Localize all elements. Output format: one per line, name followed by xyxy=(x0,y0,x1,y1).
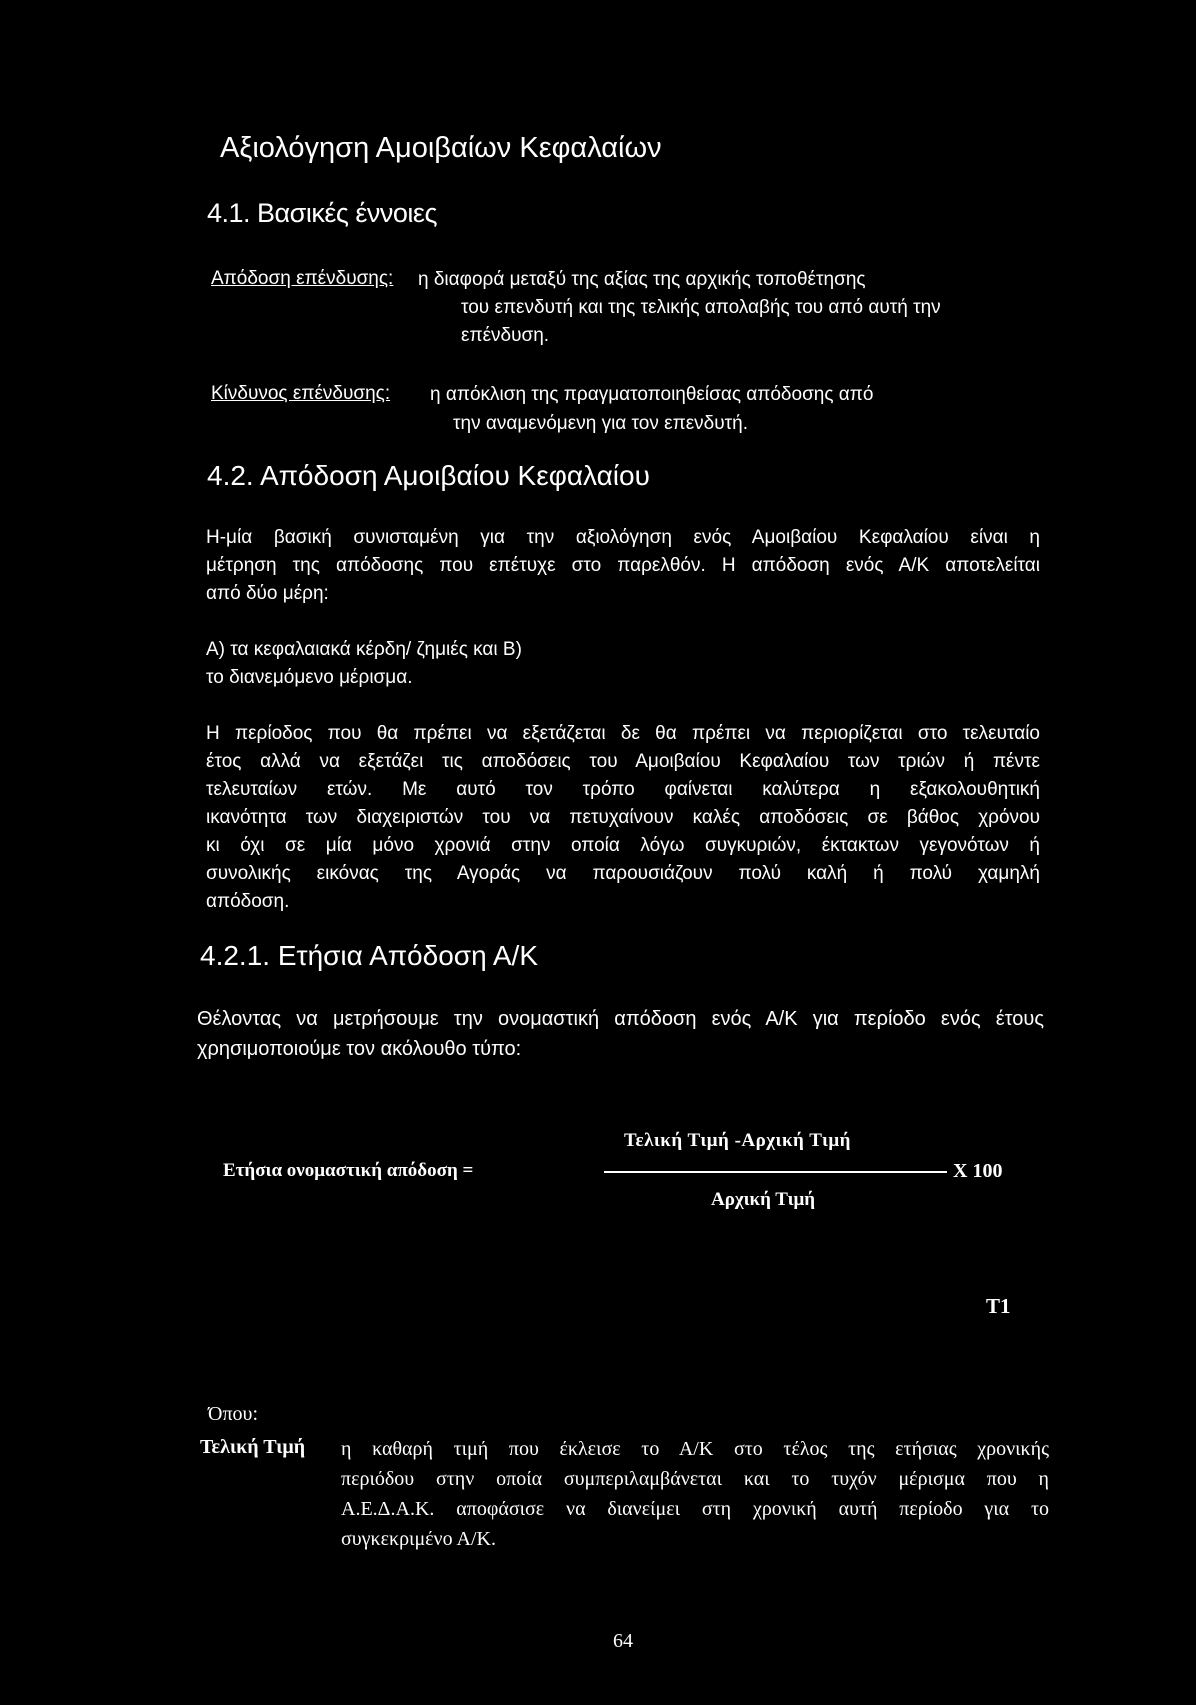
definition-line: επένδυση. xyxy=(461,325,550,346)
paragraph-line: Α) τα κεφαλαιακά κέρδη/ ζημιές και Β) xyxy=(206,639,522,660)
paragraph-line: ικανότητα των διαχειριστών του να πετυχαίνουν καλές αποδόσεις σε βάθος χρόνου xyxy=(206,807,1040,828)
formula-numerator: Τελική Τιμή -Αρχική Τιμή xyxy=(624,1130,851,1151)
paragraph-line: Η περίοδος που θα πρέπει να εξετάζεται δε θα πρέπει να περιορίζεται στο τελευταίο xyxy=(206,723,1040,744)
intro-paragraph xyxy=(206,524,1040,608)
where-definition xyxy=(341,1434,1049,1554)
formula-intro-paragraph xyxy=(197,1004,1044,1064)
paragraph-line: η καθαρή τιμή που έκλεισε το Α/Κ στο τέλος της ετήσιας χρονικής xyxy=(341,1438,1049,1460)
paragraph-line: κι όχι σε μία μόνο χρονιά στην οποία λόγω συγκυριών, έκτακτων γεγονότων ή xyxy=(206,835,1040,856)
where-label: Όπου: xyxy=(208,1403,258,1425)
paragraph-line: το διανεμόμενο μέρισμα. xyxy=(206,667,413,688)
paragraph-line: χρησιμοποιούμε τον ακόλουθο τύπο: xyxy=(197,1038,522,1060)
formula-lhs: Ετήσια ονομαστική απόδοση = xyxy=(223,1160,474,1181)
definition-line: την αναμενόμενη για τον επενδυτή. xyxy=(453,413,749,434)
page-number: 64 xyxy=(613,1630,633,1652)
section-heading-4-2: 4.2. Απόδοση Αμοιβαίου Κεφαλαίου xyxy=(207,460,650,491)
paragraph-line: συγκεκριμένο Α/Κ. xyxy=(341,1528,496,1550)
paragraph-line: έτος αλλά να εξετάζει τις αποδόσεις του Αμοιβαίου Κεφαλαίου των τριών ή πέντε xyxy=(206,751,1040,772)
definition-term-risk: Κίνδυνος επένδυσης: xyxy=(211,383,391,404)
definition-line: η διαφορά μεταξύ της αξίας της αρχικής τοποθέτησης xyxy=(418,269,866,290)
definition-line: η απόκλιση της πραγματοποιηθείσας απόδοσης από xyxy=(430,384,874,405)
paragraph-line: περιόδου στην οποία συμπεριλαμβάνεται και το τυχόν μέρισμα που η xyxy=(341,1468,1049,1490)
formula-denominator: Αρχική Τιμή xyxy=(711,1189,816,1210)
paragraph-line: Θέλοντας να μετρήσουμε την ονομαστική απόδοση ενός Α/Κ για περίοδο ενός έτους xyxy=(197,1008,1044,1030)
period-paragraph xyxy=(206,720,1040,916)
definition-line: του επενδυτή και της τελικής απολαβής του από αυτή την xyxy=(461,297,941,318)
formula-label: Τ1 xyxy=(986,1294,1011,1318)
page-title: Αξιολόγηση Αμοιβαίων Κεφαλαίων xyxy=(220,132,662,164)
paragraph-line: απόδοση. xyxy=(206,891,290,912)
paragraph-line: τελευταίων ετών. Με αυτό τον τρόπο φαίνεται καλύτερα η εξακολουθητική xyxy=(206,779,1040,800)
paragraph-line: Α.Ε.Δ.Α.Κ. αποφάσισε να διανείμει στη χρονική αυτή περίοδο για το xyxy=(341,1498,1049,1520)
where-term: Τελική Τιμή xyxy=(200,1436,306,1458)
paragraph-line: Η-μία βασική συνισταμένη για την αξιολόγηση ενός Αμοιβαίου Κεφαλαίου είναι η xyxy=(206,527,1040,548)
section-heading-4-2-1: 4.2.1. Ετήσια Απόδοση Α/Κ xyxy=(200,940,539,971)
paragraph-line: από δύο μέρη: xyxy=(206,583,329,604)
formula-multiplier: Χ 100 xyxy=(953,1160,1003,1182)
definition-term-return: Απόδοση επένδυσης: xyxy=(211,268,394,289)
paragraph-line: συνολικής εικόνας της Αγοράς να παρουσιάζουν πολύ καλή ή πολύ χαμηλή xyxy=(206,863,1040,884)
fraction-bar xyxy=(604,1171,947,1173)
paragraph-line: μέτρηση της απόδοσης που επέτυχε στο παρελθόν. Η απόδοση ενός Α/Κ αποτελείται xyxy=(206,555,1040,576)
parts-paragraph xyxy=(206,636,1040,692)
section-heading-4-1: 4.1. Βασικές έννοιες xyxy=(207,198,437,228)
